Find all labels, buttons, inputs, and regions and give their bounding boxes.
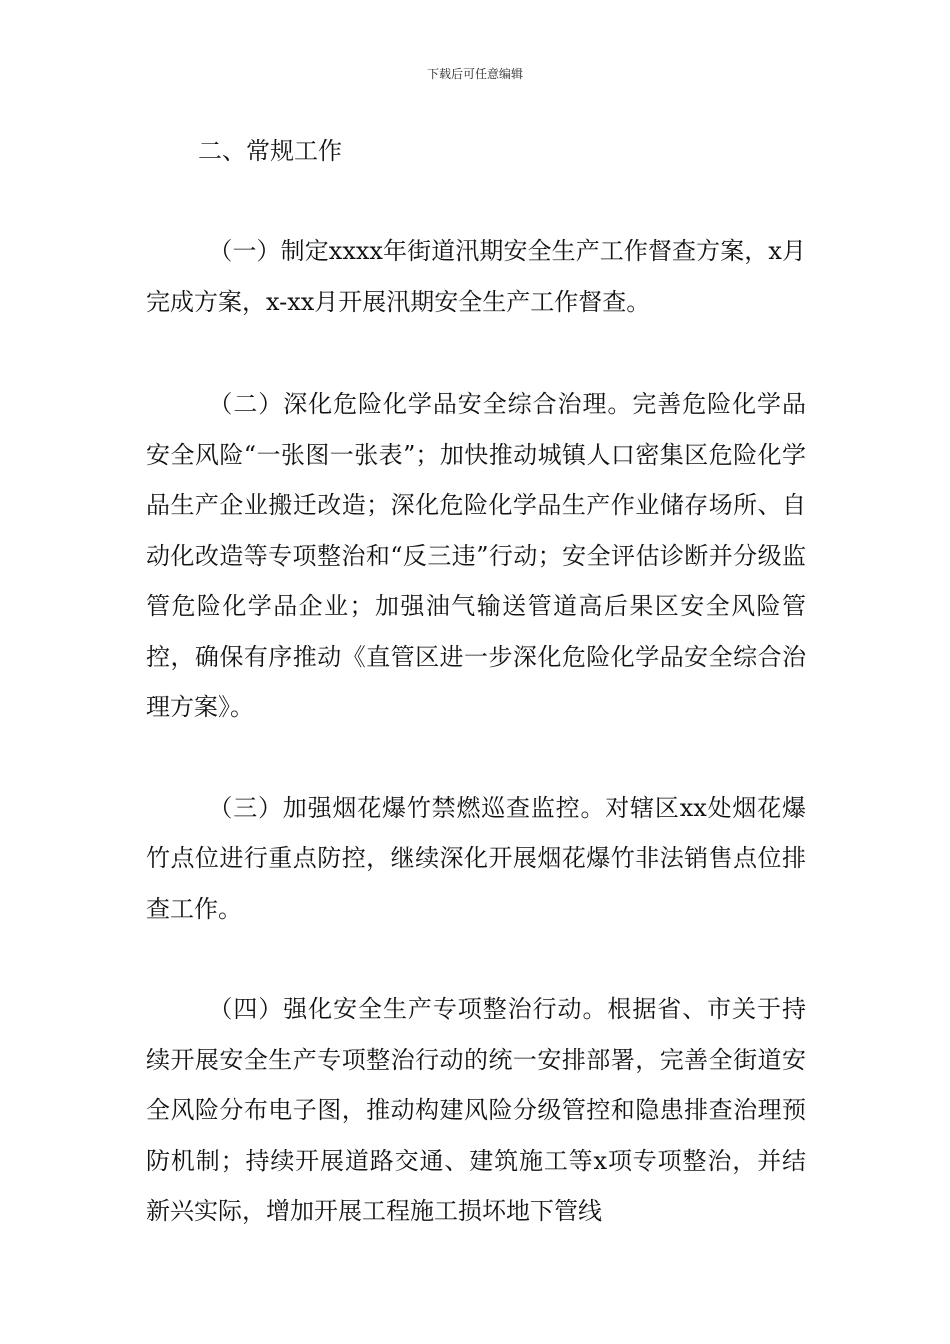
paragraph-1: （一）制定xxxx年街道汛期安全生产工作督查方案，x月完成方案，x-xx月开展汛期安全生产工作督查。 [146,237,806,316]
paragraph-2: （二）深化危险化学品安全综合治理。完善危险化学品安全风险“一张图一张表”；加快推动城镇人口密集区危险化学品生产企业搬迁改造；深化危险化学品生产作业储存场所、自动化改造等专项整治和“反三违”行动；安全评估诊断并分级监管危险化学品企业；加强油气输送管道高后果区安全风险管控，确保有序推动《直管区进一步深化危险化学品安全综合治理方案》。 [146,390,806,721]
paragraph-4: （四）强化安全生产专项整治行动。根据省、市关于持续开展安全生产专项整治行动的统一安排部署，完善全街道安全风险分布电子图，推动构建风险分级管控和隐患排查治理预防机制；持续开展道路交通、建筑施工等x项专项整治，并结新兴实际，增加开展工程施工损坏地下管线 [146,995,806,1225]
document-body [146,126,806,1237]
paragraph-3: （三）加强烟花爆竹禁燃巡查监控。对辖区xx处烟花爆竹点位进行重点防控，继续深化开展烟花爆竹非法销售点位排查工作。 [146,793,806,923]
section-title: 二、常规工作 [198,137,342,165]
page-header-note: 下载后可任意编辑 [426,67,523,81]
